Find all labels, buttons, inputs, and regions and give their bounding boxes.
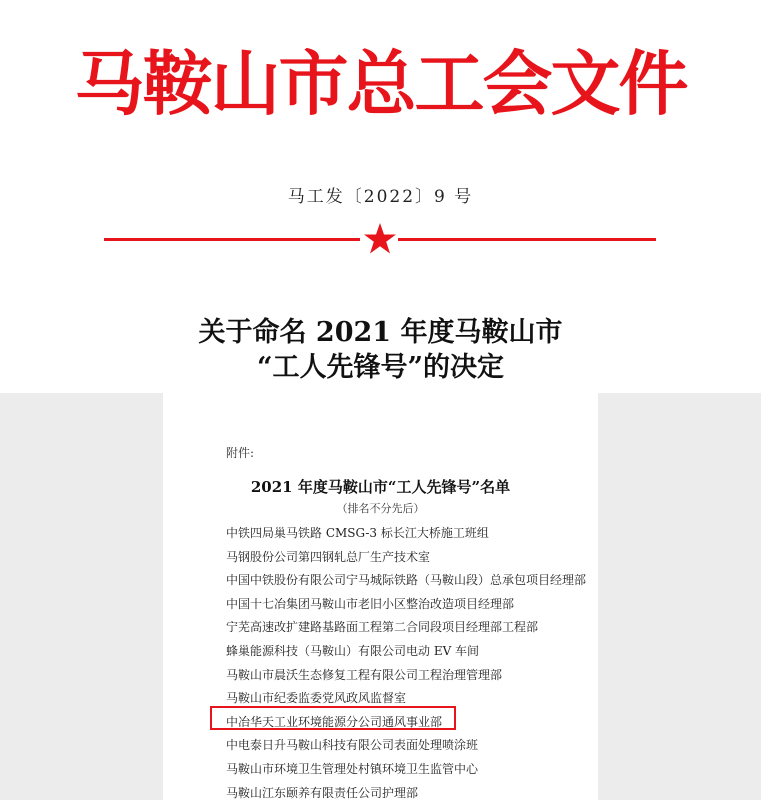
list-item: 马鞍山江东颐养有限责任公司护理部 <box>226 785 419 800</box>
honoree-list <box>226 522 586 805</box>
list-item: 中国十七冶集团马鞍山市老旧小区整治改造项目经理部 <box>226 596 515 611</box>
list-item: 中电泰日升马鞍山科技有限公司表面处理喷涂班 <box>226 738 479 753</box>
list-item: 马鞍山市晨沃生态修复工程有限公司工程治理管理部 <box>226 667 503 682</box>
list-item-highlighted: 中冶华天工业环境能源分公司通风事业部 <box>226 714 443 729</box>
document-number: 马工发〔2022〕9 号 <box>287 187 474 207</box>
document-header-title: 马鞍山市总工会文件 <box>74 43 687 125</box>
document-title-line-1: 关于命名 2021 年度马鞍山市 <box>198 317 563 348</box>
highlight-box <box>210 706 456 730</box>
document-title-line-2: “工人先锋号”的决定 <box>256 352 505 383</box>
list-item: 中铁四局巢马铁路 CMSG-3 标长江大桥施工班组 <box>226 526 489 540</box>
list-item: 马鞍山市纪委监委党风政风监督室 <box>226 691 407 706</box>
attachment-label: 附件: <box>226 446 255 460</box>
red-star-icon <box>363 222 397 256</box>
red-rule-right <box>398 238 656 241</box>
list-item: 中国中铁股份有限公司宁马城际铁路（马鞍山段）总承包项目经理部 <box>226 573 587 588</box>
list-item: 马钢股份公司第四钢轧总厂生产技术室 <box>226 549 431 564</box>
red-rule-left <box>104 238 360 241</box>
list-title: 2021 年度马鞍山市“工人先锋号”名单 <box>250 478 511 496</box>
list-subtitle: （排名不分先后） <box>336 502 425 515</box>
list-item: 宁芜高速改扩建路基路面工程第二合同段项目经理部工程部 <box>226 620 539 635</box>
list-item: 蜂巢能源科技（马鞍山）有限公司电动 EV 车间 <box>226 643 480 658</box>
list-item: 马鞍山市环境卫生管理处村镇环境卫生监管中心 <box>226 761 479 776</box>
